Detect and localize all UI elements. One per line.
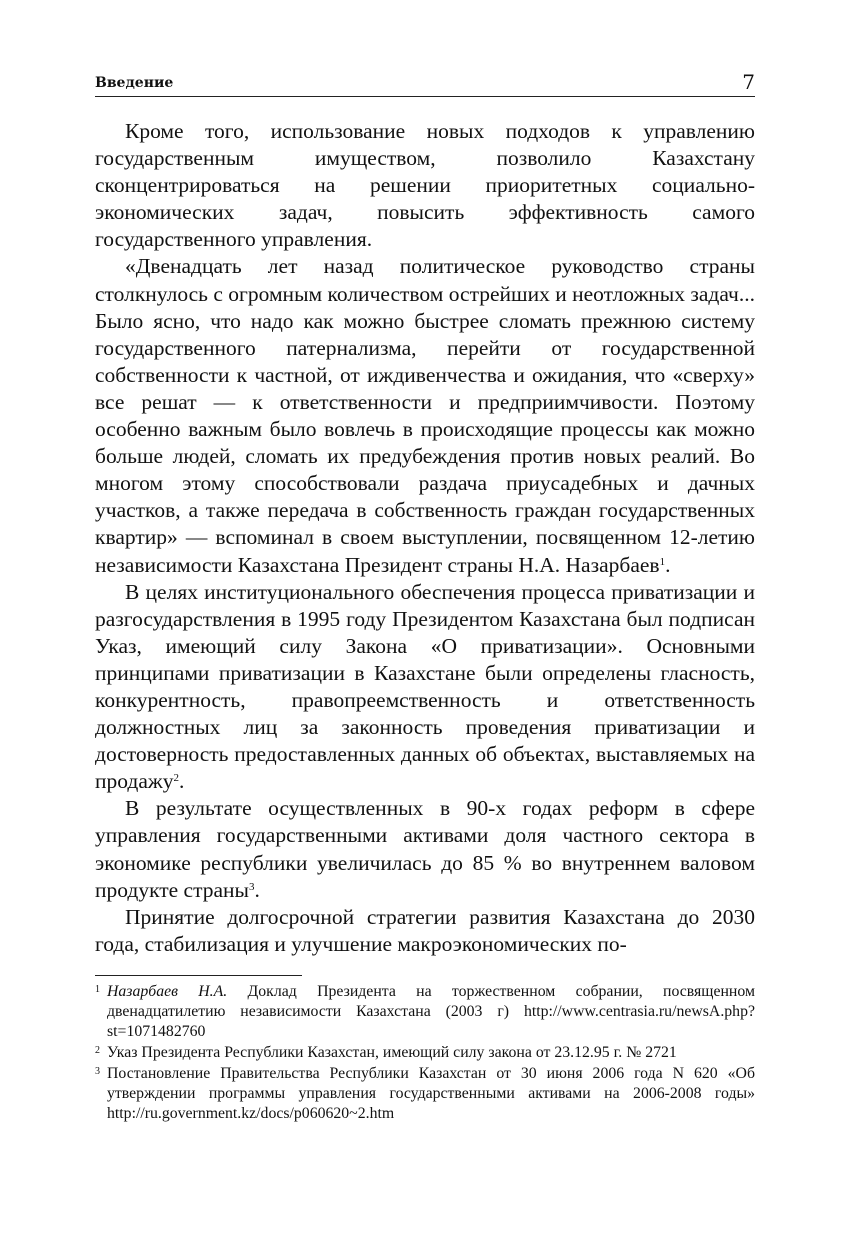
footnote-ref: 2 [173, 772, 179, 785]
footnote-ref: 1 [659, 555, 666, 568]
footnote [95, 1064, 755, 1124]
paragraph-text: Принятие долгосрочной стратегии развития Казахстана до 2030 года, стабилизация и улучшение макроэкономических по- [95, 904, 755, 956]
paragraph-text: Кроме того, использование новых подходов к управлению государственным имуществом, позволило Казахстану сконцентрироваться на решении приоритетных социально-экономических задач, повысить эффективность самого государственного управления. [95, 119, 755, 252]
paragraph [95, 118, 755, 253]
footnote-text: Постановление Правительства Республики Казахстан от 30 июня 2006 года N 620 «Об утверждении программы управления государственными активами на 2006-2008 годы» http://ru.government.kz/docs/p060620~2.htm [107, 1065, 755, 1122]
footnote [95, 1043, 755, 1063]
footnote-mark: 3 [95, 1066, 100, 1077]
footnote-divider [95, 975, 302, 976]
footnote-body [107, 1043, 755, 1063]
footnote-body [107, 982, 755, 1042]
paragraph [95, 579, 755, 796]
footnote-mark: 1 [95, 984, 100, 995]
footnotes [95, 982, 755, 1125]
footnote [95, 982, 755, 1042]
paragraph-text: В целях институционального обеспечения процесса приватизации и разгосударствления в 1995 году Президентом Казахстана был подписан Указ, имеющий силу Закона «О приватизации». Основными принципами приватизации в Казахстане были определены гласность, конкурентность, правопреемственность и ответственность должностных лиц за законность проведения приватизации и достоверность предоставленных данных об объектах, выставляемых на продажу [95, 579, 755, 794]
paragraph-end: . [665, 552, 671, 577]
paragraph-text: «Двенадцать лет назад политическое руководство страны столкнулось с огромным количеством острейших и неотложных задач... Было ясно, что надо как можно быстрее сломать прежнюю систему государственного патернализма, перейти от государственной собственности к частной, от иждивенчества и ожидания, что «сверху» все решат — к ответственности и предприимчивости. Поэтому особенно важным было вовлечь в происходящие процессы как можно больше людей, сломать их предубеждения против новых реалий. Во многом этому способствовали раздача приусадебных и дачных участков, а также передача в собственность граждан государственных квартир» — вспоминал в своем выступлении, посвященном 12-летию независимости Казахстана Президент страны Н.А. Назарбаев [95, 254, 755, 577]
footnote-ref: 3 [249, 880, 255, 893]
paragraph [95, 795, 755, 903]
paragraph-end: . [178, 769, 185, 794]
paragraph [95, 253, 755, 578]
footnote-author: Назарбаев Н.А. [107, 983, 228, 1000]
footnote-mark: 2 [95, 1045, 100, 1056]
paragraph-text: В результате осуществленных в 90-х годах реформ в сфере управления государственными активами доля частного сектора в экономике республики увеличилась до 85 % во внутреннем валовом продукте страны [95, 796, 755, 902]
main-text [95, 118, 755, 958]
running-header [95, 72, 755, 97]
chapter-title: Введение [95, 75, 174, 91]
paragraph [95, 904, 755, 958]
paragraph-end: . [254, 877, 260, 902]
footnote-body [107, 1064, 755, 1124]
page-number: 7 [742, 70, 755, 94]
footnote-text: Указ Президента Республики Казахстан, имеющий силу закона от 23.12.95 г. № 2721 [107, 1044, 677, 1061]
footnote-text: Доклад Президента на торжественном собрании, посвященном двенадцатилетию независимости Казахстана (2003 г) http://www.centrasia.ru/newsA.php?st=1071482760 [107, 983, 755, 1040]
